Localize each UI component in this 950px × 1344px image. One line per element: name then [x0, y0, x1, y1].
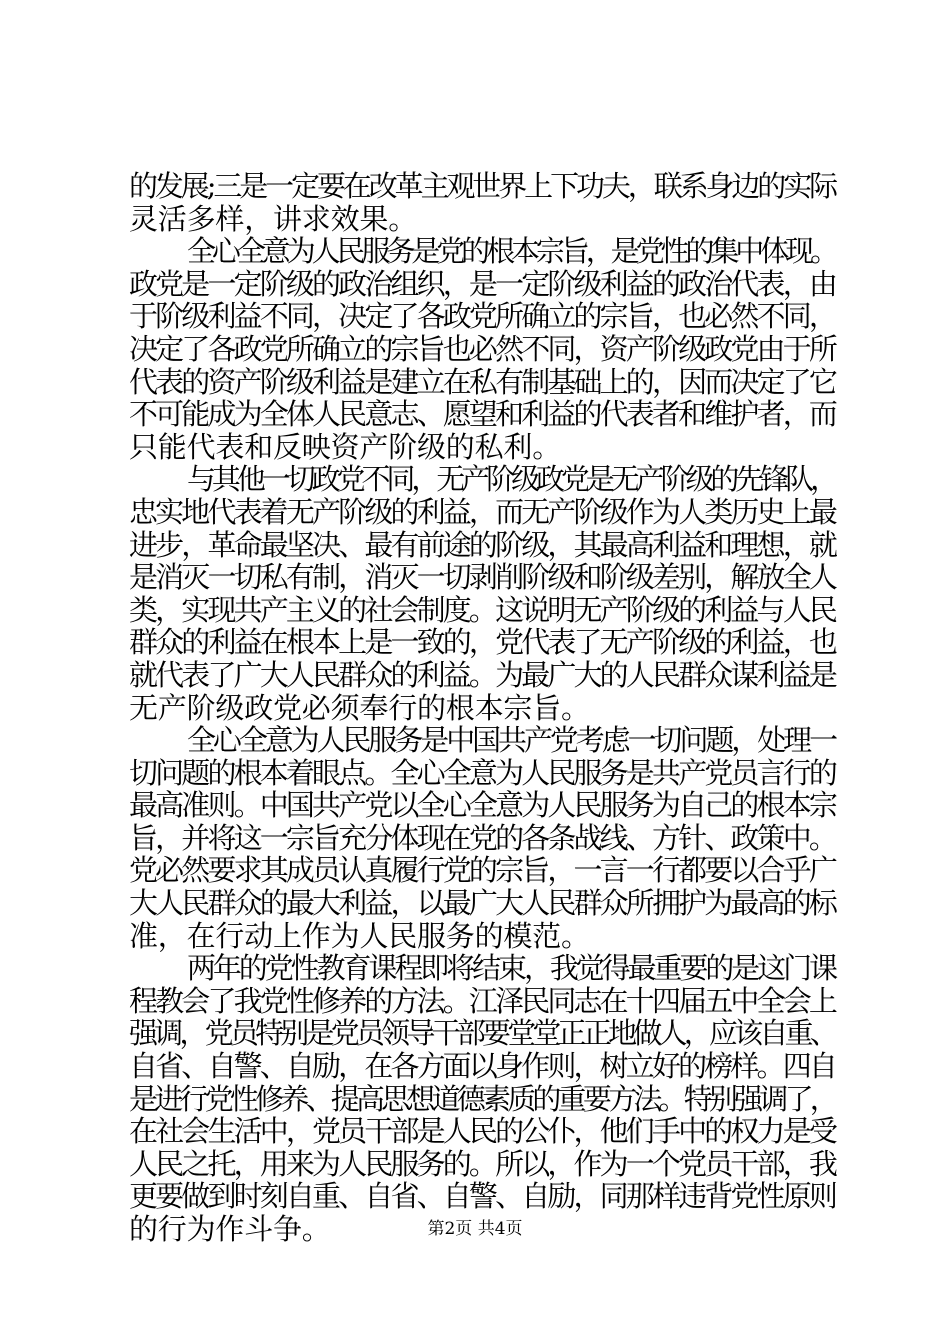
text-line: 更要做到时刻自重、自省、自警、自励，同那样违背党性原则: [129, 1179, 835, 1214]
text-line: 灵活多样，讲求效果。: [129, 201, 418, 236]
text-line: 群众的利益在根本上是一致的，党代表了无产阶级的利益，也: [129, 625, 835, 660]
text-line: 不可能成为全体人民意志、愿望和利益的代表者和维护者，而: [129, 397, 835, 432]
text-line: 忠实地代表着无产阶级的利益，而无产阶级作为人类历史上最: [129, 494, 835, 529]
text-line: 切问题的根本着眼点。全心全意为人民服务是共产党员言行的: [129, 755, 835, 790]
text-line: 全心全意为人民服务是中国共产党考虑一切问题，处理一: [187, 723, 835, 758]
text-line: 于阶级利益不同，决定了各政党所确立的宗旨，也必然不同，: [129, 299, 835, 334]
text-line: 程教会了我党性修养的方法。江泽民同志在十四届五中全会上: [129, 983, 835, 1018]
text-line: 自省、自警、自励，在各方面以身作则，树立好的榜样。四自: [129, 1049, 835, 1084]
page-number-footer: 第2页 共4页: [427, 1219, 523, 1239]
text-line: 只能代表和反映资产阶级的私利。: [129, 429, 562, 464]
text-line: 在社会生活中，党员干部是人民的公仆，他们手中的权力是受: [129, 1114, 835, 1149]
text-line: 两年的党性教育课程即将结束，我觉得最重要的是这门课: [187, 951, 835, 986]
text-line: 代表的资产阶级利益是建立在私有制基础上的，因而决定了它: [129, 364, 835, 399]
text-line: 政党是一定阶级的政治组织，是一定阶级利益的政治代表，由: [129, 266, 835, 301]
text-line: 准，在行动上作为人民服务的模范。: [129, 918, 590, 953]
text-line: 旨，并将这一宗旨充分体现在党的各条战线、方针、政策中。: [129, 820, 835, 855]
text-line: 进步，革命最坚决、最有前途的阶级，其最高利益和理想，就: [129, 527, 835, 562]
text-line: 是进行党性修养、提高思想道德素质的重要方法。特别强调了，: [129, 1081, 835, 1116]
text-line: 强调，党员特别是党员领导干部要堂堂正正地做人，应该自重、: [129, 1016, 835, 1051]
text-line: 党必然要求其成员认真履行党的宗旨，一言一行都要以合乎广: [129, 853, 835, 888]
text-line: 就代表了广大人民群众的利益。为最广大的人民群众谋利益是: [129, 657, 835, 692]
text-line: 是消灭一切私有制，消灭一切剥削阶级和阶级差别，解放全人: [129, 560, 835, 595]
text-line: 的行为作斗争。: [129, 1212, 331, 1246]
text-line: 全心全意为人民服务是党的根本宗旨，是党性的集中体现。: [187, 234, 835, 269]
document-body: [129, 170, 835, 1246]
text-line: 大人民群众的最大利益，以最广大人民群众所拥护为最高的标: [129, 886, 835, 921]
text-line: 的发展;三是一定要在改革主观世界上下功夫，联系身边的实际: [129, 169, 836, 203]
text-line: 最高准则。中国共产党以全心全意为人民服务为自己的根本宗: [129, 788, 835, 823]
text-line: 人民之托，用来为人民服务的。所以，作为一个党员干部，我: [129, 1146, 835, 1181]
text-line: 类，实现共产主义的社会制度。这说明无产阶级的利益与人民: [129, 592, 835, 627]
text-line: 无产阶级政党必须奉行的根本宗旨。: [129, 690, 590, 725]
text-line: 与其他一切政党不同，无产阶级政党是无产阶级的先锋队，: [187, 462, 835, 497]
text-line: 决定了各政党所确立的宗旨也必然不同，资产阶级政党由于所: [129, 331, 835, 366]
